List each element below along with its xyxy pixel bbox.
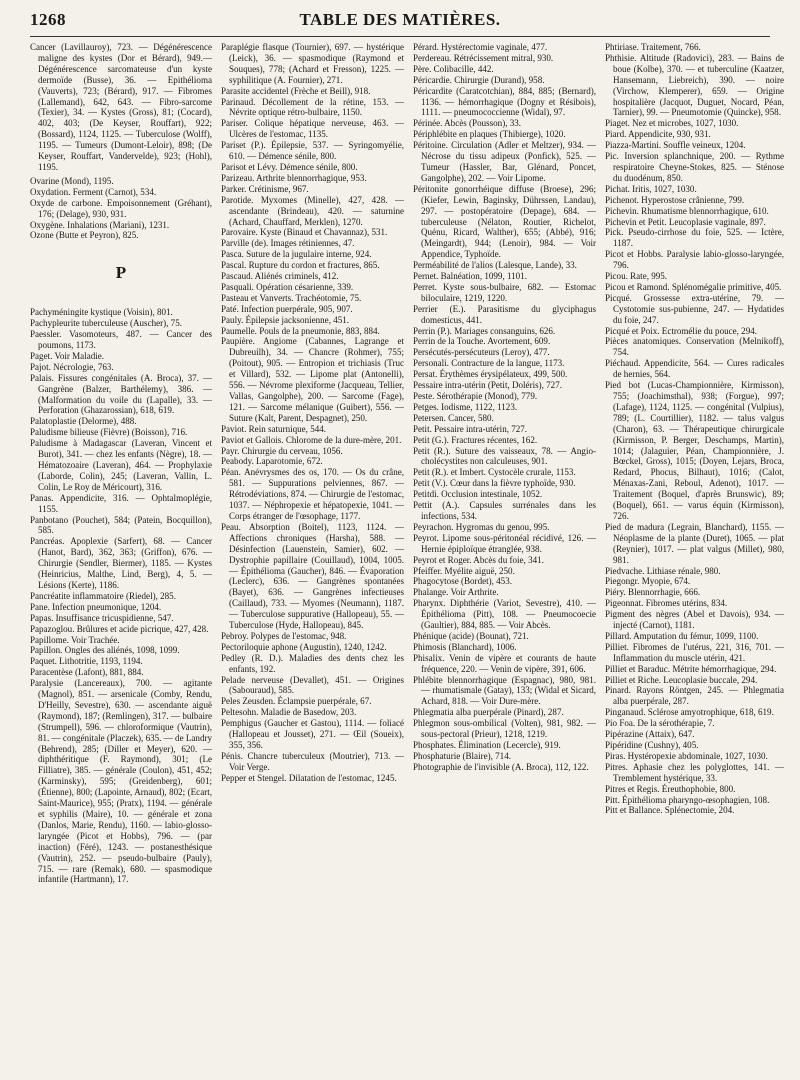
index-entry: Pariset (P.). Épilepsie, 537. — Syringomyélie, 610. — Démence sénile, 800. <box>221 140 404 162</box>
index-entry: Picou. Rate, 995. <box>605 271 668 282</box>
index-entry: Pinganaud. Sclérose amyotrophique, 618, 619. <box>605 707 774 718</box>
index-entry: Pernet. Balnéation, 1099, 1101. <box>413 271 527 282</box>
index-entry: Pio Foa. De la sérothérapie, 7. <box>605 718 715 729</box>
index-entry: Ovarine (Mond), 1195. <box>30 175 114 186</box>
index-entry: Petersen. Cancer, 580. <box>413 412 494 423</box>
page-header <box>30 6 770 37</box>
index-entry: Péritoine. Circulation (Adler et Meltzer), 934. — Nécrose du tissu adipeux (Ponfick), 525. — Tumeur (Hassler, Bar, Glénard, Poncet, Gangolphe), 202. — Voir Lipome. <box>413 140 596 183</box>
index-column-4 <box>605 42 784 1076</box>
index-entry: Paralysie (Lancereaux), 700. — agitante (Magnol), 851. — arsenicale (Comby, Rendu, D'Heilly, Sevestre), 630. — ascendante aiguë (Raymond), 187; (Remlingen), 317. — bulbaire (Strumpell), 596. — chloroformique (Vautrin), 81. — congénitale (Placzek), 635. — de Landry (Behrend), 285; (Diller et Meyer), 620. — diphthéritique (F. Raymond), 301; (Le Filliatre), 385. — générale (Coulon), 451, 452; (Karminsky), 595; (Greidenberg), 601; (Étienne), 800; (Lapointe, Arnaud), 802; (Ecart, Saint-Maurice), 955; (Pratx), 1194. — générale et syphilis (Maire), 10. — générale et zona (Danlos, Marie, Rendu), 1160. — labio-glosso-laryngée (Picot et Hobbs), 796. — (par inaction) (Féré), 1243. — postanesthésique (Vautrin), 252. — pseudo-bulbaire (Pauly), 715. — rare (Remak), 680. — spasmodique infantile (Hartmann), 17. <box>30 678 212 885</box>
index-entry: Pascaud. Aliénés criminels, 412. <box>221 271 339 282</box>
index-entry: Pelade nerveuse (Devallet), 451. — Origines (Sabouraud), 585. <box>221 674 404 696</box>
index-entry: Picqué et Poix. Ectromélie du pouce, 294. <box>605 325 758 336</box>
index-entry: Piaget. Nez et microbes, 1027, 1030. <box>605 118 739 129</box>
index-entry: Pebroy. Polypes de l'estomac, 948. <box>221 630 347 641</box>
index-entry: Pepper et Stengel. Dilatation de l'estomac, 1245. <box>221 772 397 783</box>
index-entry: Pachypleurite tuberculeuse (Auscher), 75. <box>30 318 182 329</box>
index-entry: Pitt et Ballance. Splénectomie, 204. <box>605 805 735 816</box>
index-entry: Phlegmon sous-ombilical (Volten), 981, 982. — sous-pectoral (Prieur), 1218, 1219. <box>413 718 596 740</box>
index-entry: Pharynx. Diphthérie (Variot, Sevestre), 410. — Épithélioma (Pitt), 108. — Pneumocoecie (Gaultier), 884, 885. — Voir Abcès. <box>413 598 596 631</box>
index-entry: Pancréas. Apoplexie (Sarfert), 68. — Cancer (Hanot, Bard), 362, 363; (Griffon), 676. — Chirurgie (Sendler, Biermer), 1185. — Kystes (Heinricius, Malthe, Lind, Berg), 4, 5. — Lésions (Kerte), 1186. <box>30 536 212 590</box>
index-entry: Papas. Insuffisance tricuspidienne, 547. <box>30 612 174 623</box>
index-entry: Palatoplastie (Delorme), 488. <box>30 416 137 427</box>
index-entry: Pichat. Iritis, 1027, 1030. <box>605 183 697 194</box>
index-entry: Paessler. Vasomoteurs, 487. — Cancer des poumons, 1173. <box>30 329 212 351</box>
index-entry: Pichenot. Hyperostose crânienne, 799. <box>605 194 745 205</box>
index-entry: Péan. Anévrysmes des os, 170. — Os du crâne, 581. — Suppurations pelviennes, 867. — Rétrodéviations, 874. — Chirurgie de l'estomac, 1037. — Néphropexie et hépatopexie, 1041. — Corps étranger de l'œsophage, 1177. <box>221 467 404 521</box>
index-entry: Pénis. Chancre tuberculeux (Moutrier), 713. — Voir Verge. <box>221 750 404 772</box>
index-entry: Paumelle. Pouls de la pneumonie, 883, 884. <box>221 325 380 336</box>
index-entry: Pachyméningite kystique (Voisin), 801. <box>30 307 173 318</box>
index-entry: Paracentèse (Lafont), 881, 884. <box>30 667 144 678</box>
index-entry: Piard. Appendicite, 930, 931. <box>605 129 711 140</box>
index-entry: Papillon. Ongles des aliénés, 1098, 1099. <box>30 645 180 656</box>
index-entry: Paludisme bilieuse (Fièvre) (Boisson), 716. <box>30 427 188 438</box>
index-entry: Petit (R.). et Imbert. Cystocèle crurale, 1153. <box>413 467 576 478</box>
index-entry: Phagocytose (Bordet), 453. <box>413 576 512 587</box>
index-entry: Oxyde de carbone. Empoisonnement (Gréhant), 176; (Delage), 930, 931. <box>30 197 212 219</box>
index-entry: Parinaud. Décollement de la rétine, 153. — Névrite optique rétro-bulbaire, 1150. <box>221 96 404 118</box>
index-columns <box>30 42 784 1080</box>
index-entry: Petit (V.). Cœur dans la fièvre typhoïde, 930. <box>413 478 576 489</box>
index-entry: Parisot et Lévy. Démence sénile, 800. <box>221 161 358 172</box>
index-entry: Perdereau. Rétrécissement mitral, 930. <box>413 52 554 63</box>
index-entry: Piras. Hystéropexie abdominale, 1027, 1030. <box>605 750 768 761</box>
index-entry: Pilliet et Baraduc. Métrite hémorrhagique, 294. <box>605 663 777 674</box>
index-entry: Péritonite gonorrhéique diffuse (Broese), 296; (Kiefer, Lewin, Baginsky, Dührssen, Landau), 297. — postopératoire (Depage), 684. — tuberculeuse (Nélaton, Routier, Richelot, Quénu, Ricard, Walther), 655; (Abbé), 916; (Meingardt), 944; (Lenoir), 984. — Voir Appendice, Typhoïde. <box>413 183 596 260</box>
index-entry: Parovaire. Kyste (Binaud et Chavannaz), 531. <box>221 227 388 238</box>
index-entry: Phtiriase. Traitement, 766. <box>605 42 701 52</box>
index-entry: Petges. Iodisme, 1122, 1123. <box>413 401 518 412</box>
index-entry: Perret. Kyste sous-bulbaire, 682. — Estomac biloculaire, 1219, 1220. <box>413 281 596 303</box>
index-entry: Pariser. Colique hépatique nerveuse, 463. — Ulcères de l'estomac, 1135. <box>221 118 404 140</box>
index-entry: Pancréatite inflammatoire (Riedel), 285. <box>30 590 176 601</box>
index-entry: Pillard. Amputation du fémur, 1099, 1100. <box>605 630 759 641</box>
index-entry: Photographie de l'invisible (A. Broca), 112, 122. <box>413 761 589 772</box>
index-entry: Péricardie. Chirurgie (Durand), 958. <box>413 74 545 85</box>
index-entry: Piazza-Martini. Souffle veineux, 1204. <box>605 140 746 151</box>
index-entry: Peyrot. Lipome sous-péritonéal récidivé, 126. — Hernie épiploïque étranglée, 938. <box>413 532 596 554</box>
index-entry: Phosphaturie (Blaire), 714. <box>413 750 511 761</box>
index-entry: Pipérazine (Attaix), 647. <box>605 729 695 740</box>
index-entry: Pane. Infection pneumonique, 1204. <box>30 601 162 612</box>
index-entry: Papillome. Voir Trachée. <box>30 634 120 645</box>
index-entry: Pitres. Aphasie chez les polyglottes, 141. — Tremblement hystérique, 33. <box>605 761 784 783</box>
index-entry: Pigeonnat. Fibromes utérins, 834. <box>605 598 728 609</box>
index-entry: Pectoriloquie aphone (Augustin), 1240, 1242. <box>221 641 387 652</box>
index-entry: Petit (R.). Suture des vaisseaux, 78. — Angio-cholécystites non calculeuses, 901. <box>413 445 596 467</box>
index-entry: Peyrachon. Hygromas du genou, 995. <box>413 521 550 532</box>
index-entry: Panas. Appendicite, 316. — Ophtalmoplégie, 1155. <box>30 492 212 514</box>
index-entry: Picou et Ramond. Splénomégalie primitive, 405. <box>605 281 782 292</box>
index-entry: Pichevin. Rhumatisme blennorrhagique, 610. <box>605 205 769 216</box>
index-entry: Pajot. Nécrologie, 763. <box>30 361 114 372</box>
index-entry: Pedley (R. D.). Maladies des dents chez les enfants, 192. <box>221 652 404 674</box>
index-entry: Pièces anatomiques. Conservation (Melnikoff), 754. <box>605 336 784 358</box>
index-entry: Perrier (E.). Parasitisme du glyciphagus domesticus, 441. <box>413 303 596 325</box>
index-entry: Pichevin et Petit. Leucoplasie vaginale, 897. <box>605 216 766 227</box>
index-entry: Père. Colibacille, 442. <box>413 63 494 74</box>
index-entry: Phénique (acide) (Bounat), 721. <box>413 630 529 641</box>
index-entry: Pipéridine (Cushny), 405. <box>605 740 699 750</box>
index-entry: Petit. Pessaire intra-utérin, 727. <box>413 423 528 434</box>
index-entry: Piéchaud. Appendicite, 564. — Cures radicales de hernies, 564. <box>605 358 784 380</box>
index-entry: Périnée. Abcès (Pousson), 33. <box>413 118 522 129</box>
index-column-3 <box>413 42 596 1076</box>
index-entry: Perrin (P.). Mariages consanguins, 626. <box>413 325 556 336</box>
index-entry: Pessaire intra-utérin (Petit, Doléris), 727. <box>413 380 562 391</box>
index-entry: Ozone (Butte et Peyron), 825. <box>30 230 139 241</box>
index-entry: Pettit (A.). Capsules surrénales dans les infections, 534. <box>413 500 596 521</box>
index-entry: Petit (G.). Fractures récentes, 162. <box>413 434 538 445</box>
index-entry: Peabody. Laparotomie, 672. <box>221 456 323 467</box>
index-entry: Pied de madura (Legrain, Blanchard), 1155. — Néoplasme de la plante (Duret), 1065. — plat (Reynier), 1017. — plat valgus (Millet), 980, 981. <box>605 521 784 565</box>
index-entry: Périphlébite en plaques (Thibierge), 1020. <box>413 129 566 140</box>
index-entry: Paviot. Rein saturnique, 544. <box>221 423 327 434</box>
index-entry: Pauly. Épilepsie jacksonienne, 451. <box>221 314 350 325</box>
index-entry: Peltesohn. Maladie de Basedow, 203. <box>221 707 357 718</box>
index-entry: Cancer (Lavillauroy), 723. — Dégénérescence maligne des kystes (Dor et Bérard), 949.— Dégénérescence sarcomateuse d'un kyste dermoïde (Busse), 36. — Epithélioma (Vauverts), 723; (Bérard), 917. — Fibromes (Lallemand), 642, 643. — Fibro-sarcome (Texier), 34. — Kystes (Gross), 81; (Cocard), 402, 403; (De Keyser, Rouffart), 922; (Bossard), 1124, 1125. — Tuberculose (Wolff), 1195. — Tumeurs (Dumont-Leloir), 898; (De Keyser, Rouffart, Vandervelde), 923; (Hohl), 1195. <box>30 42 212 172</box>
index-entry: Peles Zeusden. Éclampsie puerpérale, 67. <box>221 696 372 707</box>
index-entry: Oxygène. Inhalations (Mariani), 1231. <box>30 219 170 230</box>
index-entry: Piedvache. Lithiase rénale, 980. <box>605 565 721 576</box>
running-title: TABLE DES MATIÈRES. <box>299 10 501 29</box>
index-entry: Parizeau. Arthrite blennorrhagique, 953. <box>221 172 367 183</box>
index-entry: Petitdi. Occlusion intestinale, 1052. <box>413 489 543 500</box>
index-entry: Pfeiffer. Myélite aiguë, 250. <box>413 565 515 576</box>
index-entry: Pilliet. Fibromes de l'utérus, 221, 316, 701. — Inflammation du muscle utérin, 421. <box>605 641 784 663</box>
index-entry: Pick. Pseudo-cirrhose du foie, 525. — Ictère, 1187. <box>605 227 784 249</box>
index-entry: Paté. Infection puerpérale, 905, 907. <box>221 303 353 314</box>
index-entry: Phthisie. Altitude (Radovici), 283. — Bains de boue (Kolbe), 370. — et tuberculine (Kaatzer, Hansemann, Liebreich), 390. — noire (Virchow, Klemperer), 659. — Origine hospitalière (Jacquot, Duguet, Nocard, Péan, Tarnier), 99. — Pneumotomie (Quincke), 958. <box>605 52 784 118</box>
index-entry: Paupière. Angiome (Cabannes, Lagrange et Dubreuilh), 34. — Chancre (Rohmer), 755; (Poitout), 905. — Entropion et trichiasis (Truc et Villard), 532. — Lipome plat (Antonelli), 556. — Névrome plexiforme (Jacqueau, Tellier, Vallas, Gangolphe), 200. — Sarcome (Fage), 121. — Sarcome mélanique (Guibert), 556. — Suture (Kalt, Parent, Despagnet), 250. <box>221 336 404 423</box>
index-entry: Phisalix. Venin de vipère et courants de haute fréquence, 220. — Venin de vipère, 391, 606. <box>413 652 596 674</box>
index-entry: Pigment des nègres (Abel et Davois), 934. — injecté (Carnot), 1181. <box>605 609 784 631</box>
index-entry: Perrin de la Touche. Avortement, 609. <box>413 336 551 347</box>
index-entry: Palais. Fissures congénitales (A. Broca), 37. — Gangrène (Balzer, Barthélemy), 386. — (Malformation du voile du (Lapalle), 33. — Perforation (Ghazarossian), 618, 619. <box>30 372 212 416</box>
index-entry: Picot et Hobbs. Paralysie labio-glosso-laryngée, 796. <box>605 249 784 271</box>
index-entry: Phalange. Voir Arthrite. <box>413 587 499 598</box>
index-entry: Parotide. Myxomes (Minelle), 427, 428. — ascendante (Brindeau), 420. — saturnine (Achard, Chauffard, Merklen), 1270. <box>221 194 404 227</box>
index-entry: Phosphates. Élimination (Lecercle), 919. <box>413 740 561 750</box>
index-column-1 <box>30 42 212 1076</box>
index-entry: Phlébite blennorrhagique (Espagnac), 980, 981. — rhumatismale (Gatay), 133; (Widal et Sicard, Achard, 818. — Voir Dure-mère. <box>413 674 596 707</box>
index-entry: Parasite accidentel (Frèche et Beill), 918. <box>221 85 371 96</box>
index-entry: Pic. Inversion splanchnique, 200. — Rythme respiratoire Cheyne-Stokes, 825. — Sténose du duodénum, 850. <box>605 151 784 183</box>
index-column-2 <box>221 42 404 1076</box>
index-entry: Pied bot (Lucas-Championnière, Kirmisson), 755; (Joachimsthal), 938; (Forgue), 997; (Lafage), 1124, 1125. — congénital (Vulpius), 789; (L. Courtillier), 1182. — talus valgus (Charon), 63. — Thérapeutique chirurgicale (Kirmisson, P. Berger, Deschamps, Martin), 1014; (Jalaguier, Péan, Championnière, J. Bœckel, Gross), 1015; (Doyen, Lejars, Broca, Redard, Phocus, Bilhaut), 1016; (Calot, Ménaxas-Zani, Reboul, Adenot), 1017. — Traitement (Boquel, d'après Brunswic), 89; (Boquel), 661. — varus équin (Kirmisson), 726. <box>605 380 784 521</box>
index-entry: Péricardite (Caratcotchian), 884, 885; (Bernard), 1136. — hémorrhagique (Dogny et Résibois), 1111. — pneumococcienne (Widal), 97. <box>413 85 596 118</box>
index-entry: Pinard. Rayons Röntgen, 245. — Phlegmatia alba puerpérale, 287. <box>605 685 784 707</box>
index-entry: Pascal. Rupture du cordon et fractures, 865. <box>221 260 380 271</box>
index-entry: Pitt. Épithélioma pharyngo-œsophagien, 108. <box>605 794 770 805</box>
index-entry: Panbotano (Pouchet), 584; (Patein, Bocquillon), 585. <box>30 514 212 536</box>
index-entry: Peau. Absorption (Boitel), 1123, 1124. — Affections chroniques (Harsha), 588. — Désinfection (Lauenstein, Samier), 602. — Dystrophie papillaire (Couillaud), 1004, 1005. — Épithélioma (Gaucher), 846. — Évaporation (Leclerc), 636. — Gangrènes spontanées (Bayet), 636. — Gangrènes infectieuses (Caillaud), 733. — Myomes (Neumann), 1187. — Tuberculose suppurative (Hallopeau), 55. — Tuberculose (Hyde, Hallopeau), 845. <box>221 521 404 631</box>
index-entry: Pitres et Regis. Éreuthophobie, 800. <box>605 783 736 794</box>
index-entry: Parker. Crétinisme, 967. <box>221 183 309 194</box>
section-letter: P <box>115 263 127 283</box>
index-entry: Paviot et Gallois. Chlorome de la dure-mère, 201. <box>221 434 402 445</box>
index-entry: Persécutés-persécuteurs (Leroy), 477. <box>413 347 550 358</box>
index-entry: Parville (de). Images rétiniennes, 47. <box>221 238 355 249</box>
index-entry: Peyrot et Roger. Abcès du foie, 341. <box>413 554 544 565</box>
index-entry: Phlegmatia alba puerpérale (Pinard), 287. <box>413 707 564 718</box>
index-entry: Payr. Chirurgie du cerveau, 1056. <box>221 445 343 456</box>
index-entry: Pemphigus (Gaucher et Gastou), 1114. — foliacé (Hallopeau et Jousset), 271. — Œil (Soueix), 355, 356. <box>221 718 404 750</box>
index-entry: Picqué. Grossesse extra-utérine, 79. — Cystotomie sus-pubienne, 247. — Hydatides du foie, 247. <box>605 292 784 325</box>
index-entry: Persat. Érythèmes érysipélateux, 499, 500. <box>413 369 568 380</box>
index-entry: Paraplégie flasque (Tournier), 697. — hystérique (Leick), 36. — spasmodique (Raymond et Souques), 778; (Achard et Fresson), 1225. — syphilitique (A. Fournier), 271. <box>221 42 404 85</box>
index-entry: Oxydation. Ferment (Carnot), 534. <box>30 186 157 197</box>
index-entry: Pilliet et Riche. Leucoplasie buccale, 294. <box>605 674 758 685</box>
index-entry: Personali. Contracture de la langue, 1173. <box>413 358 565 369</box>
index-entry: Pasteau et Vanverts. Trachéotomie, 75. <box>221 292 362 303</box>
index-entry: Paget. Voir Maladie. <box>30 350 105 361</box>
index-entry: Phimosis (Blanchard), 1006. <box>413 641 517 652</box>
index-entry: Perméabilité de l'alios (Lalesque, Lande), 33. <box>413 260 577 271</box>
index-entry: Pasquali. Opération césarienne, 339. <box>221 281 354 292</box>
index-entry: Pasca. Suture de la jugulaire interne, 924. <box>221 249 372 260</box>
index-entry: Pérard. Hystérectomie vaginale, 477. <box>413 42 548 52</box>
index-entry: Piegongr. Myopie, 674. <box>605 576 691 587</box>
page-number: 1268 <box>30 10 66 29</box>
index-entry: Paludisme à Madagascar (Laveran, Vincent et Burot), 341. — chez les enfants (Nègre), 18. — Hématozoaire (Laveran), 464. — Prophylaxie (Laborde, Colin), 245; (Laveran, Vallin, L. Colin, Le Roy de Méricourt), 316. <box>30 438 212 492</box>
index-entry: Peste. Sérothérapie (Monod), 779. <box>413 391 538 401</box>
index-entry: Paquet. Lithotritie, 1193, 1194. <box>30 656 143 667</box>
index-entry: Piéry. Blennorrhagie, 666. <box>605 587 701 598</box>
index-entry: Papazoglou. Brûlures et acide picrique, 427, 428. <box>30 623 209 634</box>
